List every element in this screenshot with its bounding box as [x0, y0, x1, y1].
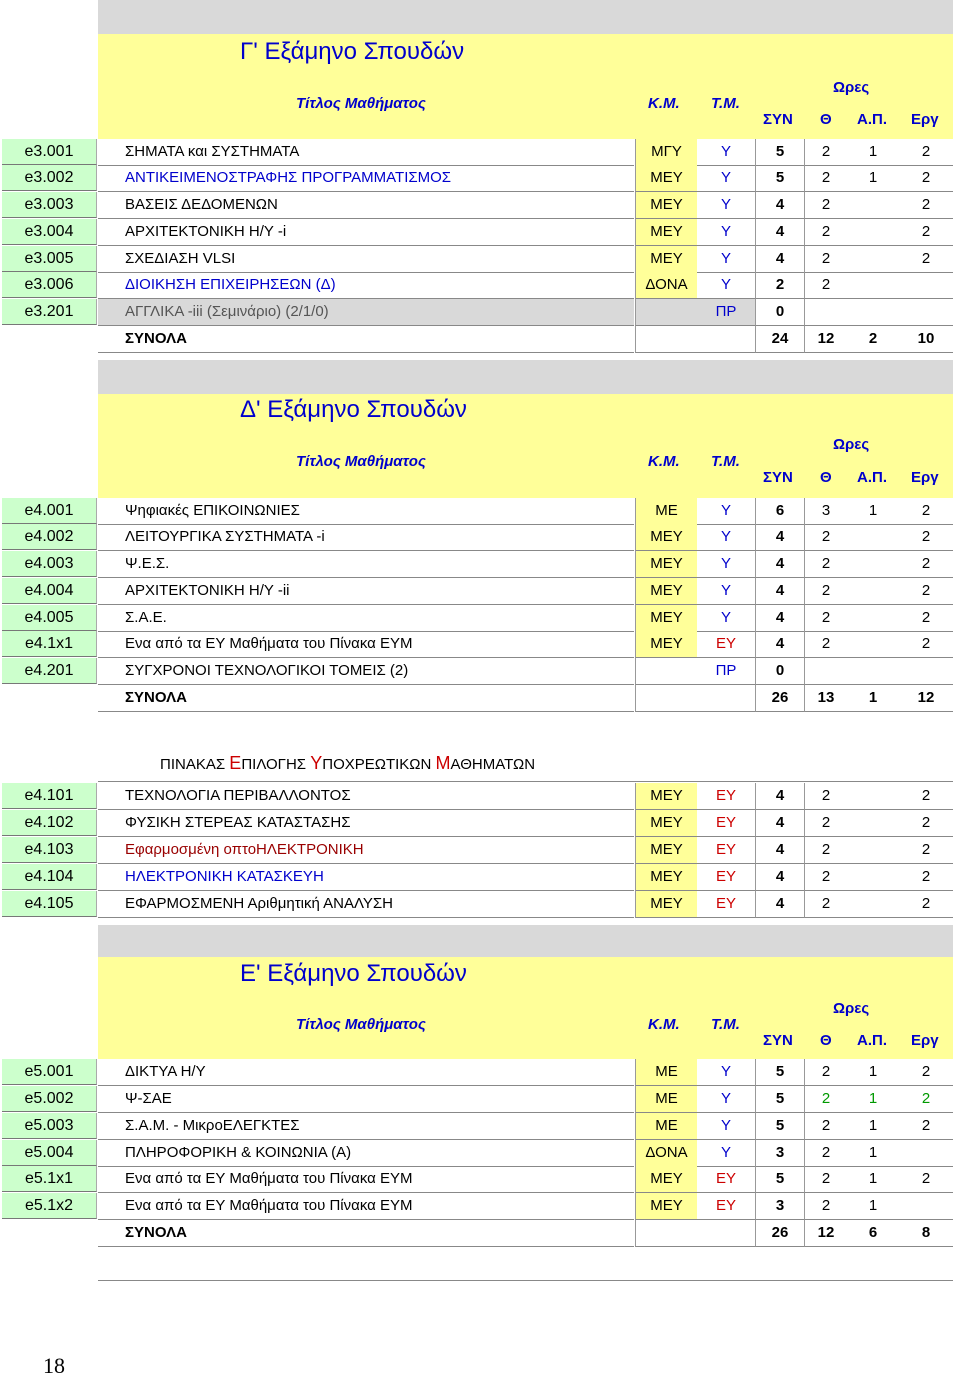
hours-th: 2 [805, 192, 847, 219]
hours-ap: 1 [847, 1140, 899, 1167]
sem5-col-ap: Α.Π. [857, 1032, 887, 1049]
course-tm: Υ [697, 219, 755, 246]
table-row [0, 498, 960, 525]
sem4-col-ap: Α.Π. [857, 469, 887, 486]
hours-th: 12 [805, 1220, 847, 1247]
code-cell: e3.005 [2, 246, 97, 272]
course-km: ΜΕΥ [635, 631, 697, 658]
hours-th: 2 [805, 578, 847, 605]
sem4-col-th: Θ [820, 469, 832, 486]
totals-row [0, 326, 960, 353]
course-km [635, 299, 697, 326]
course-tm [697, 326, 755, 353]
table-row [0, 1059, 960, 1086]
course-tm: ΕΥ [697, 891, 755, 918]
electives-title [160, 753, 535, 774]
course-tm: Υ [697, 272, 755, 299]
sem4-col-hours: Ωρες [833, 436, 870, 453]
totals-row [0, 1220, 960, 1247]
hours-erg: 2 [899, 1059, 953, 1086]
course-km: ΜΕΥ [635, 1166, 697, 1193]
course-km: ΜΕ [635, 498, 697, 525]
course-tm [697, 1220, 755, 1247]
course-tm: ΠΡ [697, 658, 755, 685]
hours-syn: 4 [755, 551, 805, 578]
table-row [0, 1113, 960, 1140]
table-row [0, 891, 960, 918]
course-title: Ψ-ΣΑΕ [98, 1086, 634, 1113]
course-title: Σ.Α.Μ. - ΜικροΕΛΕΓΚΤΕΣ [98, 1113, 634, 1140]
table-row [0, 1193, 960, 1220]
course-tm: Υ [697, 139, 755, 166]
course-km: ΜΕΥ [635, 605, 697, 632]
course-title: Ενα από τα ΕΥ Μαθήματα του Πίνακα ΕΥΜ [98, 1166, 634, 1193]
code-cell: e5.1x1 [2, 1166, 97, 1192]
hours-syn: 5 [755, 139, 805, 166]
hours-th: 2 [805, 810, 847, 837]
hours-erg: 2 [899, 864, 953, 891]
hours-th: 2 [805, 1193, 847, 1220]
sem5-col-km: Κ.Μ. [648, 1016, 680, 1033]
code-cell: e4.003 [2, 551, 97, 577]
sem4-col-km: Κ.Μ. [648, 453, 680, 470]
hours-th: 2 [805, 165, 847, 192]
hours-ap: 1 [847, 685, 899, 712]
sem4-title: Δ' Εξάμηνο Σπουδών [240, 396, 467, 423]
hours-erg: 2 [899, 631, 953, 658]
hours-erg [899, 1140, 953, 1167]
hours-syn: 3 [755, 1193, 805, 1220]
hours-syn: 4 [755, 783, 805, 810]
hours-syn: 4 [755, 192, 805, 219]
hours-syn: 5 [755, 1059, 805, 1086]
hours-syn: 4 [755, 219, 805, 246]
hours-th: 12 [805, 326, 847, 353]
table-row [0, 192, 960, 219]
hours-syn: 24 [755, 326, 805, 353]
hours-erg: 2 [899, 246, 953, 273]
sem5-top-bar [98, 925, 953, 957]
code-cell: e5.002 [2, 1086, 97, 1112]
sem5-col-erg: Εργ [911, 1032, 939, 1049]
code-cell: e5.003 [2, 1113, 97, 1139]
hours-erg: 2 [899, 1166, 953, 1193]
electives-title-part: ΠΟΧΡΕΩΤΙΚΩΝ [322, 756, 436, 773]
hours-erg: 2 [899, 165, 953, 192]
sem3-col-erg: Εργ [911, 111, 939, 128]
hours-th: 2 [805, 272, 847, 299]
hours-syn: 2 [755, 272, 805, 299]
hours-erg [899, 1193, 953, 1220]
hours-ap: 1 [847, 1113, 899, 1140]
sem3-col-th: Θ [820, 111, 832, 128]
hours-th: 2 [805, 1166, 847, 1193]
course-title: ΛΕΙΤΟΥΡΓΙΚΑ ΣΥΣΤΗΜΑΤΑ -i [98, 524, 634, 551]
sem5-title: Ε' Εξάμηνο Σπουδών [240, 960, 467, 987]
course-km: ΔΟΝΑ [635, 1140, 697, 1167]
course-title: ΑΡΧΙΤΕΚΤΟΝΙΚΗ Η/Υ -ii [98, 578, 634, 605]
course-title: Εφαρμοσμένη οπτοΗΛΕΚΤΡΟΝΙΚΗ [98, 837, 634, 864]
hours-ap [847, 891, 899, 918]
course-tm: ΠΡ [697, 299, 755, 326]
sem4-col-syn: ΣΥΝ [763, 469, 793, 486]
course-title: ΒΑΣΕΙΣ ΔΕΔΟΜΕΝΩΝ [98, 192, 634, 219]
course-tm: ΕΥ [697, 1193, 755, 1220]
table-row [0, 165, 960, 192]
hours-syn: 4 [755, 524, 805, 551]
electives-title-initial: Μ [435, 753, 451, 773]
code-cell: e4.002 [2, 524, 97, 550]
hours-ap: 6 [847, 1220, 899, 1247]
hours-ap: 2 [847, 326, 899, 353]
course-tm: ΕΥ [697, 864, 755, 891]
hours-th: 2 [805, 1140, 847, 1167]
hours-ap [847, 246, 899, 273]
sem5-col-hours: Ωρες [833, 1000, 870, 1017]
electives-title-part: ΑΘΗΜΑΤΩΝ [450, 756, 536, 773]
course-tm: Υ [697, 551, 755, 578]
table-row [0, 272, 960, 299]
course-tm: Υ [697, 498, 755, 525]
hours-ap: 1 [847, 498, 899, 525]
course-km [635, 658, 697, 685]
course-km [635, 1220, 697, 1247]
hours-syn: 6 [755, 498, 805, 525]
hours-ap: 1 [847, 1086, 899, 1113]
hours-syn: 4 [755, 631, 805, 658]
hours-erg: 2 [899, 551, 953, 578]
hours-th: 2 [805, 246, 847, 273]
table-row [0, 1140, 960, 1167]
sem5-col-syn: ΣΥΝ [763, 1032, 793, 1049]
course-tm: Υ [697, 605, 755, 632]
course-title: Ενα από τα ΕΥ Μαθήματα του Πίνακα ΕΥΜ [98, 1193, 634, 1220]
hours-syn: 5 [755, 1166, 805, 1193]
course-title: ΦΥΣΙΚΗ ΣΤΕΡΕΑΣ ΚΑΤΑΣΤΑΣΗΣ [98, 810, 634, 837]
hours-ap: 1 [847, 139, 899, 166]
sem5-col-tm: Τ.Μ. [711, 1016, 740, 1033]
hours-th: 2 [805, 837, 847, 864]
hours-syn: 4 [755, 605, 805, 632]
hours-syn: 3 [755, 1140, 805, 1167]
sem4-col-title: Τίτλος Μαθήματος [296, 453, 426, 470]
course-title: ΠΛΗΡΟΦΟΡΙΚΗ & ΚΟΙΝΩΝΙΑ (Α) [98, 1140, 634, 1167]
table-row [0, 605, 960, 632]
sem5-col-th: Θ [820, 1032, 832, 1049]
hours-ap [847, 524, 899, 551]
course-tm: Υ [697, 246, 755, 273]
course-km: ΜΕΥ [635, 165, 697, 192]
course-tm: ΕΥ [697, 783, 755, 810]
hours-erg [899, 658, 953, 685]
course-km: ΜΕΥ [635, 551, 697, 578]
course-title: Σ.Α.Ε. [98, 605, 634, 632]
hours-syn: 5 [755, 1113, 805, 1140]
code-cell: e4.102 [2, 810, 97, 836]
hours-syn: 5 [755, 165, 805, 192]
course-tm: Υ [697, 1140, 755, 1167]
hours-erg: 2 [899, 783, 953, 810]
course-title: ΣΥΝΟΛΑ [98, 685, 634, 712]
course-tm: Υ [697, 578, 755, 605]
code-cell: e4.005 [2, 605, 97, 631]
course-tm: Υ [697, 1059, 755, 1086]
hours-ap [847, 192, 899, 219]
sem3-col-tm: Τ.Μ. [711, 95, 740, 112]
code-cell: e4.004 [2, 578, 97, 604]
table-row [0, 810, 960, 837]
hours-erg: 2 [899, 192, 953, 219]
sem3-title: Γ' Εξάμηνο Σπουδών [240, 38, 465, 65]
code-cell: e3.002 [2, 165, 97, 191]
course-km: ΜΓΥ [635, 139, 697, 166]
table-row [0, 299, 960, 326]
code-cell: e5.001 [2, 1059, 97, 1085]
sem3-top-bar [98, 0, 953, 34]
course-tm: ΕΥ [697, 810, 755, 837]
hours-th: 2 [805, 864, 847, 891]
hours-th [805, 299, 847, 326]
code-cell: e4.101 [2, 783, 97, 809]
course-title: ΑΡΧΙΤΕΚΤΟΝΙΚΗ Η/Υ -i [98, 219, 634, 246]
course-km: ΜΕΥ [635, 783, 697, 810]
hours-erg: 2 [899, 1086, 953, 1113]
hours-ap: 1 [847, 1166, 899, 1193]
code-cell: e4.1x1 [2, 631, 97, 657]
hours-syn: 4 [755, 837, 805, 864]
course-title: ΔΙΟΙΚΗΣΗ ΕΠΙΧΕΙΡΗΣΕΩΝ (Δ) [98, 272, 634, 299]
course-title: ΑΓΓΛΙΚΑ -iii (Σεμινάριο) (2/1/0) [98, 299, 634, 326]
hours-ap [847, 272, 899, 299]
course-km [635, 326, 697, 353]
code-cell: e4.201 [2, 658, 97, 684]
hours-ap [847, 299, 899, 326]
hours-th: 2 [805, 524, 847, 551]
sem3-col-km: Κ.Μ. [648, 95, 680, 112]
hours-erg [899, 272, 953, 299]
course-tm: Υ [697, 192, 755, 219]
hours-erg: 10 [899, 326, 953, 353]
totals-row [0, 685, 960, 712]
hours-ap [847, 631, 899, 658]
course-title: Ψ.Ε.Σ. [98, 551, 634, 578]
hours-th: 2 [805, 1086, 847, 1113]
code-cell: e3.201 [2, 299, 97, 325]
hours-syn: 4 [755, 891, 805, 918]
table-row [0, 1086, 960, 1113]
table-row [0, 837, 960, 864]
course-tm: ΕΥ [697, 837, 755, 864]
table-row [0, 524, 960, 551]
table-row [0, 658, 960, 685]
course-km: ΜΕ [635, 1059, 697, 1086]
table-row [0, 864, 960, 891]
sem4-col-tm: Τ.Μ. [711, 453, 740, 470]
course-tm: Υ [697, 1086, 755, 1113]
code-cell: e4.105 [2, 891, 97, 917]
code-cell: e4.001 [2, 498, 97, 524]
code-cell: e4.104 [2, 864, 97, 890]
electives-title-initial: Υ [310, 753, 323, 773]
course-km: ΜΕΥ [635, 1193, 697, 1220]
hours-syn: 26 [755, 1220, 805, 1247]
code-cell: e3.006 [2, 272, 97, 298]
hours-erg: 12 [899, 685, 953, 712]
electives-title-rule [98, 781, 953, 782]
course-km: ΜΕΥ [635, 810, 697, 837]
electives-title-initial: Ε [229, 753, 242, 773]
hours-th [805, 658, 847, 685]
page-number: 18 [43, 1353, 65, 1378]
sem3-col-hours: Ωρες [833, 79, 870, 96]
hours-th: 2 [805, 219, 847, 246]
hours-ap [847, 810, 899, 837]
course-title: Ψηφιακές ΕΠΙΚΟΙΝΩΝΙΕΣ [98, 498, 634, 525]
hours-th: 2 [805, 551, 847, 578]
hours-ap [847, 864, 899, 891]
table-row [0, 631, 960, 658]
hours-erg: 2 [899, 810, 953, 837]
course-km: ΜΕΥ [635, 246, 697, 273]
sem3-col-title: Τίτλος Μαθήματος [296, 95, 426, 112]
course-title: ΤΕΧΝΟΛΟΓΙΑ ΠΕΡΙΒΑΛΛΟΝΤΟΣ [98, 783, 634, 810]
footer-rule [98, 1280, 953, 1281]
course-title: ΣΗΜΑΤΑ και ΣΥΣΤΗΜΑΤΑ [98, 139, 634, 166]
table-row [0, 246, 960, 273]
course-title: ΣΧΕΔΙΑΣΗ VLSI [98, 246, 634, 273]
hours-ap: 1 [847, 165, 899, 192]
hours-th: 2 [805, 605, 847, 632]
table-row [0, 1166, 960, 1193]
code-cell: e3.001 [2, 139, 97, 165]
hours-syn: 4 [755, 578, 805, 605]
hours-th: 3 [805, 498, 847, 525]
hours-syn: 0 [755, 299, 805, 326]
hours-syn: 4 [755, 864, 805, 891]
course-km: ΜΕΥ [635, 524, 697, 551]
course-km: ΜΕΥ [635, 578, 697, 605]
code-cell: e5.004 [2, 1140, 97, 1166]
course-km: ΜΕΥ [635, 864, 697, 891]
hours-ap: 1 [847, 1059, 899, 1086]
sem3-col-ap: Α.Π. [857, 111, 887, 128]
hours-syn: 5 [755, 1086, 805, 1113]
course-tm: Υ [697, 1113, 755, 1140]
course-tm: ΕΥ [697, 1166, 755, 1193]
hours-ap [847, 605, 899, 632]
course-tm: ΕΥ [697, 631, 755, 658]
code-cell: e3.003 [2, 192, 97, 218]
course-km: ΜΕ [635, 1113, 697, 1140]
course-title: ΗΛΕΚΤΡΟΝΙΚΗ ΚΑΤΑΣΚΕΥΗ [98, 864, 634, 891]
course-tm: Υ [697, 165, 755, 192]
course-tm [697, 685, 755, 712]
course-km: ΜΕΥ [635, 837, 697, 864]
hours-th: 2 [805, 1059, 847, 1086]
sem4-col-erg: Εργ [911, 469, 939, 486]
hours-th: 2 [805, 1113, 847, 1140]
electives-title-part: ΠΙΝΑΚΑΣ [160, 756, 230, 773]
course-title: Ενα από τα ΕΥ Μαθήματα του Πίνακα ΕΥΜ [98, 631, 634, 658]
hours-erg: 2 [899, 837, 953, 864]
hours-syn: 0 [755, 658, 805, 685]
hours-th: 2 [805, 631, 847, 658]
hours-ap [847, 578, 899, 605]
sem3-col-syn: ΣΥΝ [763, 111, 793, 128]
sem5-col-title: Τίτλος Μαθήματος [296, 1016, 426, 1033]
course-tm: Υ [697, 524, 755, 551]
hours-th: 2 [805, 139, 847, 166]
hours-erg: 2 [899, 524, 953, 551]
hours-erg: 2 [899, 605, 953, 632]
hours-ap [847, 783, 899, 810]
hours-erg: 2 [899, 891, 953, 918]
table-row [0, 219, 960, 246]
course-title: ΑΝΤΙΚΕΙΜΕΝΟΣΤΡΑΦΗΣ ΠΡΟΓΡΑΜΜΑΤΙΣΜΟΣ [98, 165, 634, 192]
table-row [0, 139, 960, 166]
hours-erg [899, 299, 953, 326]
hours-syn: 26 [755, 685, 805, 712]
course-title: ΣΥΝΟΛΑ [98, 326, 634, 353]
hours-erg: 2 [899, 139, 953, 166]
code-cell: e5.1x2 [2, 1193, 97, 1219]
hours-syn: 4 [755, 810, 805, 837]
hours-ap [847, 837, 899, 864]
course-km: ΜΕΥ [635, 219, 697, 246]
hours-erg: 2 [899, 498, 953, 525]
course-km: ΜΕΥ [635, 891, 697, 918]
code-cell: e4.103 [2, 837, 97, 863]
course-km [635, 685, 697, 712]
course-km: ΔΟΝΑ [635, 272, 697, 299]
hours-erg: 2 [899, 219, 953, 246]
hours-ap: 1 [847, 1193, 899, 1220]
hours-erg: 2 [899, 578, 953, 605]
table-row [0, 551, 960, 578]
course-title: ΣΥΓΧΡΟΝΟΙ ΤΕΧΝΟΛΟΓΙΚΟΙ ΤΟΜΕΙΣ (2) [98, 658, 634, 685]
hours-syn: 4 [755, 246, 805, 273]
course-title: ΣΥΝΟΛΑ [98, 1220, 634, 1247]
hours-ap [847, 658, 899, 685]
code-cell: e3.004 [2, 219, 97, 245]
course-title: ΕΦΑΡΜΟΣΜΕΝΗ Αριθμητική ΑΝΑΛΥΣΗ [98, 891, 634, 918]
table-row [0, 783, 960, 810]
course-km: ΜΕΥ [635, 192, 697, 219]
hours-ap [847, 219, 899, 246]
hours-th: 2 [805, 891, 847, 918]
table-row [0, 578, 960, 605]
hours-erg: 2 [899, 1113, 953, 1140]
hours-th: 13 [805, 685, 847, 712]
course-km: ΜΕ [635, 1086, 697, 1113]
course-title: ΔΙΚΤΥΑ Η/Υ [98, 1059, 634, 1086]
sem4-top-bar [98, 360, 953, 394]
hours-th: 2 [805, 783, 847, 810]
electives-title-part: ΠΙΛΟΓΗΣ [241, 756, 311, 773]
hours-ap [847, 551, 899, 578]
hours-erg: 8 [899, 1220, 953, 1247]
